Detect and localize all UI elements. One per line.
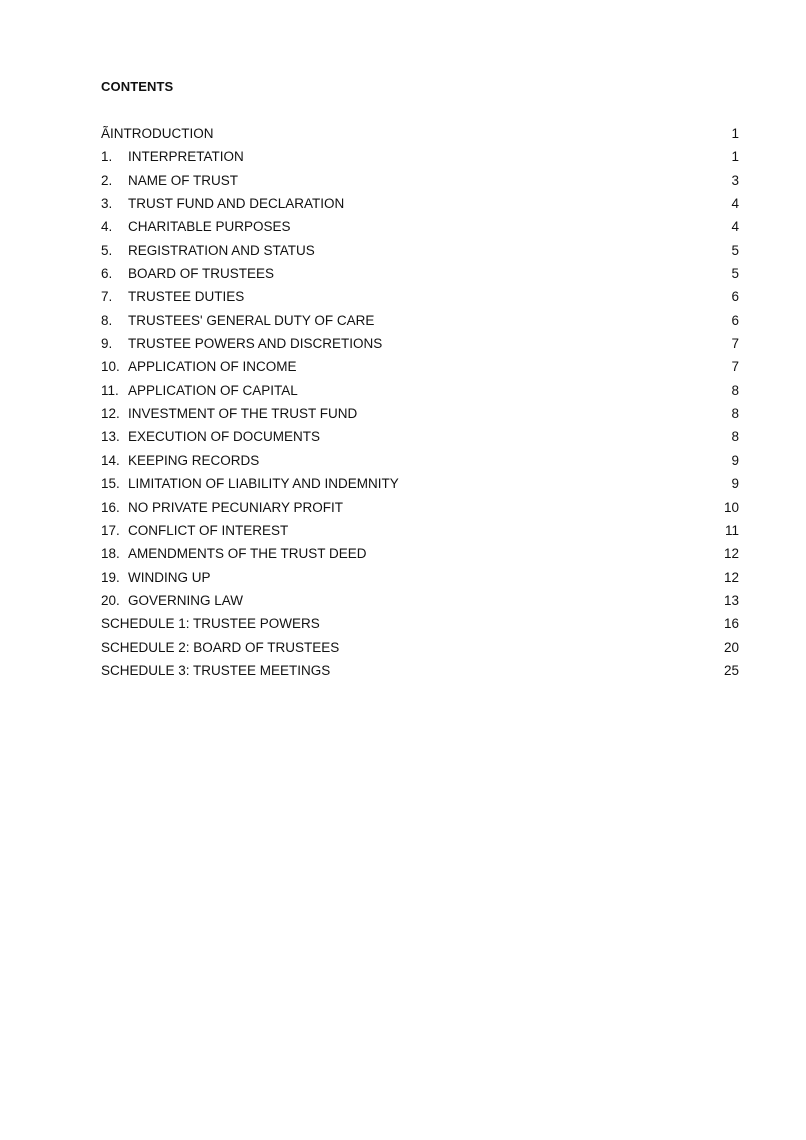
toc-entry-title: BOARD OF TRUSTEES [128,266,275,282]
toc-entry-page-number: 7 [731,359,739,375]
toc-entry-number: 12. [101,406,120,422]
toc-entry[interactable] [101,542,739,565]
toc-entry-number: 14. [101,452,120,468]
toc-entry[interactable] [101,379,739,402]
toc-entry[interactable] [101,192,739,215]
toc-entry[interactable] [101,496,739,519]
toc-entry[interactable] [101,472,739,495]
toc-entry-page-number: 5 [731,266,739,282]
toc-entry[interactable] [101,425,739,448]
toc-entry[interactable] [101,636,739,659]
toc-entry-page-number: 8 [731,429,739,445]
toc-entry-title: NO PRIVATE PECUNIARY PROFIT [128,499,344,515]
toc-entry-page-number: 8 [731,382,739,398]
toc-entry[interactable] [101,589,739,612]
toc-entry-page-number: 20 [723,639,739,655]
toc-entry-title: TRUSTEES' GENERAL DUTY OF CARE [128,312,375,328]
toc-entry-number: 18. [101,546,120,562]
toc-entry-title: CHARITABLE PURPOSES [128,219,291,235]
toc-entry-number: 17. [101,522,120,538]
toc-entry-page-number: 4 [731,196,739,212]
toc-entry[interactable] [101,239,739,262]
toc-entry-number: 16. [101,499,120,515]
toc-entry-page-number: 8 [731,406,739,422]
toc-entry-number: 13. [101,429,120,445]
toc-entry[interactable] [101,566,739,589]
toc-entry-page-number: 6 [731,289,739,305]
toc-entry-page-number: 25 [723,662,739,678]
toc-entry[interactable] [101,519,739,542]
toc-entry[interactable] [101,285,739,308]
toc-entry-page-number: 7 [731,336,739,352]
toc-entry-page-number: 1 [731,126,739,141]
toc-entry-page-number: 13 [723,592,739,608]
toc-entry-number: 11. [101,382,119,398]
toc-entry[interactable] [101,145,739,168]
toc-entry-page-number: 6 [731,312,739,328]
toc-entry-number: 5. [101,242,113,258]
toc-entry[interactable] [101,355,739,378]
toc-entry-title: INVESTMENT OF THE TRUST FUND [128,406,358,422]
toc-entry-number: 15. [101,476,120,492]
toc-entry-page-number: 4 [731,219,739,235]
toc-entry[interactable] [101,449,739,472]
toc-entry-title: TRUSTEE POWERS AND DISCRETIONS [128,336,383,352]
toc-entry-page-number: 9 [731,476,739,492]
toc-entry-title: ÃINTRODUCTION [101,126,214,141]
toc-entry[interactable] [101,402,739,425]
toc-entry-title: SCHEDULE 1: TRUSTEE POWERS [101,616,320,632]
toc-entry-number: 2. [101,172,113,188]
toc-entry[interactable] [101,215,739,238]
toc-entry-title: SCHEDULE 3: TRUSTEE MEETINGS [101,662,331,678]
toc-entry-title: SCHEDULE 2: BOARD OF TRUSTEES [101,639,340,655]
toc-entry-page-number: 9 [731,452,739,468]
toc-entry-page-number: 5 [731,242,739,258]
toc-entry[interactable] [101,262,739,285]
toc-entry-page-number: 12 [723,569,739,585]
toc-entry-page-number: 16 [723,616,739,632]
toc-entry-title: GOVERNING LAW [128,592,244,608]
toc-entry-title: EXECUTION OF DOCUMENTS [128,429,321,445]
toc-entry-number: 1. [101,149,113,165]
toc-entry-number: 4. [101,219,113,235]
toc-entry-title: APPLICATION OF INCOME [128,359,297,375]
toc-entry-number: 9. [101,336,113,352]
toc-entry-number: 20. [101,592,120,608]
toc-entry-page-number: 12 [723,546,739,562]
toc-entry-number: 19. [101,569,120,585]
toc-entry-page-number: 10 [723,499,739,515]
toc-entry-number: 8. [101,312,113,328]
contents-heading: CONTENTS [101,79,174,94]
toc-entry-title: CONFLICT OF INTEREST [128,522,289,538]
toc-entry-page-number: 3 [731,172,739,188]
toc-entry-title: NAME OF TRUST [128,172,239,188]
toc-entry-number: 7. [101,289,113,305]
toc-entry[interactable] [101,659,739,682]
toc-entry[interactable] [101,309,739,332]
toc-entry-number: 10. [101,359,120,375]
toc-entry-title: REGISTRATION AND STATUS [128,242,315,258]
toc-entry[interactable] [101,122,739,145]
toc-entry[interactable] [101,332,739,355]
toc-entry-title: APPLICATION OF CAPITAL [128,382,298,398]
toc-entry-page-number: 11 [724,522,739,538]
toc-entry-page-number: 1 [731,149,739,165]
toc-entry-number: 6. [101,266,113,282]
toc-entry-title: TRUST FUND AND DECLARATION [128,196,345,212]
toc-entry[interactable] [101,169,739,192]
toc-entry-number: 3. [101,196,113,212]
toc-entry-title: TRUSTEE DUTIES [128,289,245,305]
toc-entry[interactable] [101,612,739,635]
table-of-contents [101,122,739,682]
toc-entry-title: KEEPING RECORDS [128,452,260,468]
toc-entry-title: WINDING UP [128,569,211,585]
toc-entry-title: INTERPRETATION [128,149,244,165]
toc-entry-title: AMENDMENTS OF THE TRUST DEED [128,546,367,562]
toc-entry-title: LIMITATION OF LIABILITY AND INDEMNITY [128,476,399,492]
